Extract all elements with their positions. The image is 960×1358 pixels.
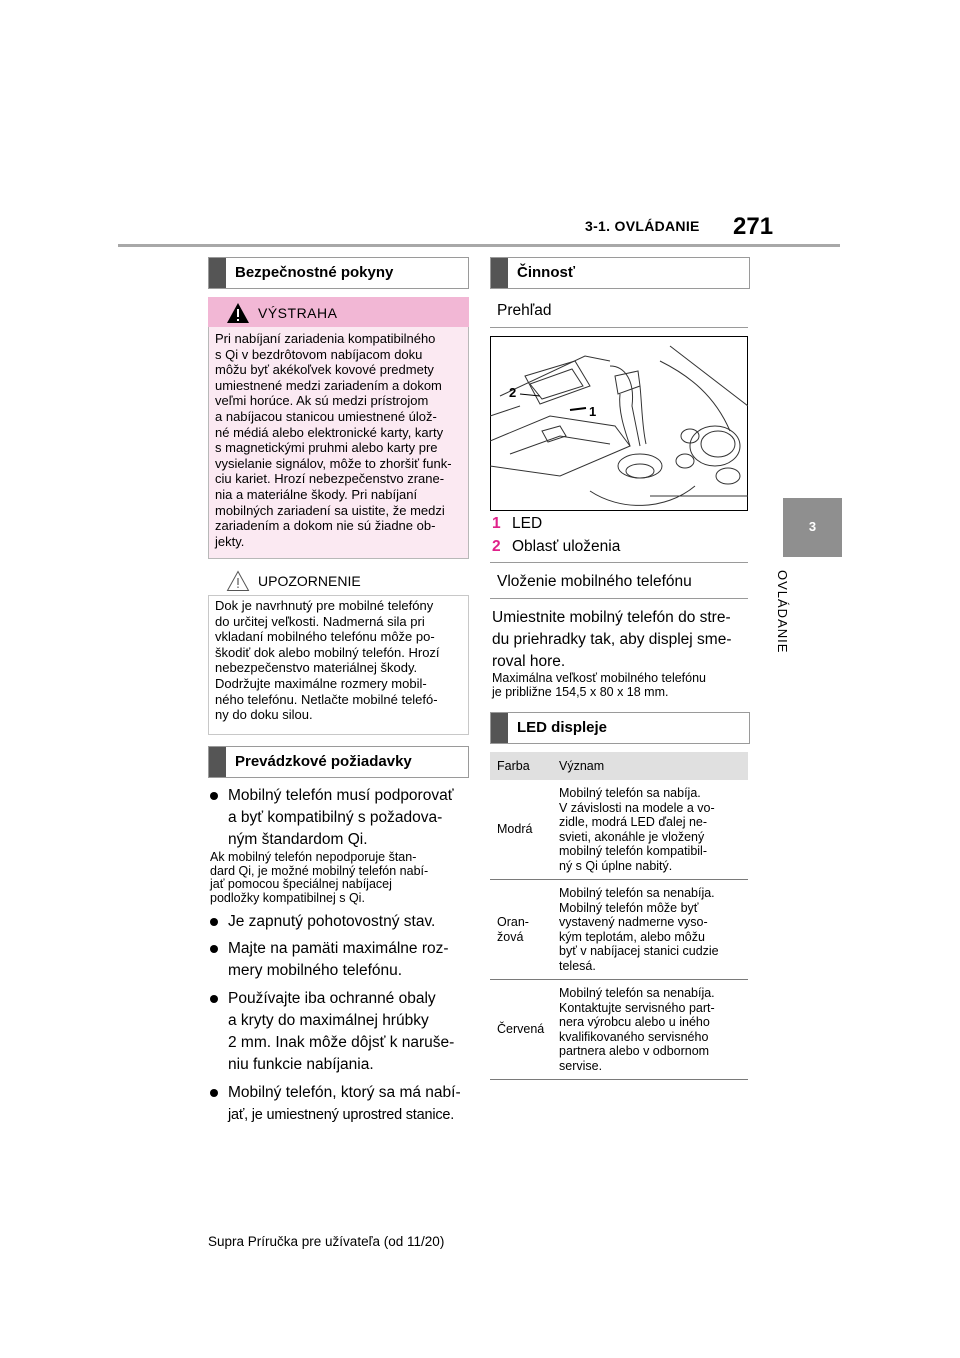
bullet-dot [210, 995, 218, 1003]
chapter-label: OVLÁDANIE [775, 570, 790, 654]
led-title: LED displeje [517, 719, 608, 736]
subheading-rule [490, 327, 748, 328]
insert-heading: Vloženie mobilného telefónu [497, 573, 692, 590]
notice-text: Dok je navrhnutý pre mobilné telefóny do určitej veľkosti. Nadmerná sila pri vkladaní mobilného telefónu môže po- škodiť dok alebo mobilný telefón. Hrozí nebezpečenstvo materiálnej škody. Dodržujte maximálne rozmery mobil- ného telefónu. Netlačte mobilné telefó- ny do doku silou. [215, 598, 440, 723]
led-header [490, 712, 750, 744]
table-row [490, 980, 748, 1080]
requirements-header [208, 746, 469, 778]
bullet-note: Ak mobilný telefón nepodporuje štan- dard Qi, je možné mobilný telefón nabí- jať pomocou špeciálnej nabíjacej podložky kompatibilnej s Qi. [210, 850, 429, 905]
footer-text: Supra Príručka pre užívateľa (od 11/20) [208, 1234, 445, 1249]
safety-header [208, 257, 469, 289]
led-table [490, 752, 748, 1080]
section-marker [209, 747, 226, 777]
bullet-dot [210, 1089, 218, 1097]
legend-item: 1 LED [492, 515, 543, 532]
section-title: 3-1. OVLÁDANIE [585, 218, 700, 234]
callout-label: 1 [589, 404, 597, 419]
table-cell: Mobilný telefón sa nenabíja. Mobilný telefón môže byť vystavený nadmerne vyso- kým teplotám, alebo môžu byť v nabíjacej stanici cudzie telesá. [552, 880, 748, 980]
subheading-rule [490, 562, 748, 563]
table-row [490, 780, 748, 880]
caution-icon [226, 570, 250, 592]
section-marker [209, 258, 226, 288]
charging-dock-illustration [490, 336, 748, 511]
bullet-dot [210, 945, 218, 953]
callout-label: 2 [509, 385, 517, 400]
activity-title: Činnosť [517, 264, 576, 281]
bullet-item: Používajte iba ochranné obaly a kryty do maximálnej hrúbky 2 mm. Inak môže dôjsť k naruše- niu funkcie nabíjania. [210, 988, 472, 1076]
table-header: Farba [490, 752, 552, 780]
chapter-number: 3 [808, 519, 817, 534]
insert-text: Umiestnite mobilný telefón do stre- du priehradky tak, aby displej sme- roval hore. [492, 609, 732, 670]
bullet-dot [210, 792, 218, 800]
bullet-item: Mobilný telefón musí podporovať a byť kompatibilný s požadova- ným štandardom Qi. [210, 785, 472, 851]
bullet-item: Je zapnutý pohotovostný stav. [210, 911, 472, 933]
activity-header [490, 257, 750, 289]
table-header: Význam [552, 752, 748, 780]
subheading-rule [490, 598, 748, 599]
insert-note: Maximálna veľkosť mobilného telefónu je približne 154,5 x 80 x 18 mm. [492, 671, 707, 699]
table-cell: Oran- žová [490, 880, 552, 980]
bullet-item: Majte na pamäti maximálne roz- mery mobilného telefónu. [210, 938, 472, 982]
warning-title: VÝSTRAHA [258, 305, 338, 321]
page-number: 271 [733, 213, 774, 240]
overview-heading: Prehľad [497, 302, 552, 319]
warning-text: Pri nabíjaní zariadenia kompatibilného s Qi v bezdrôtovom nabíjacom doku môžu byť akékoľvek kovové predmety umiestnené medzi zariadením a dokom veľmi horúce. Ak sú medzi prístrojom a nabíjacou stanicou umiestnené úlož- né médiá alebo elektronické karty, karty s magnetickými pruhmi alebo karty pre vysielanie signálov, môže to zhoršiť funk- ciu kariet. Hrozí nebezpečenstvo zrane- nia a materiálne škody. Pri nabíjaní mobilných zariadení sa uistite, že medzi zariadením a dokom nie sú žiadne ob- jekty. [215, 331, 452, 549]
table-cell: Červená [490, 980, 552, 1080]
requirements-title: Prevádzkové požiadavky [235, 753, 412, 770]
table-row [490, 880, 748, 980]
bullet-dot [210, 918, 218, 926]
section-marker [491, 258, 508, 288]
header-rule [118, 244, 840, 247]
bullet-item: Mobilný telefón, ktorý sa má nabí- jať, je umiestnený uprostred stanice. [210, 1082, 478, 1126]
table-cell: Mobilný telefón sa nenabíja. Kontaktujte servisného part- nera výrobcu alebo u iného kvalifikovaného servisného partnera alebo v odbornom servise. [552, 980, 748, 1080]
section-marker [491, 713, 508, 743]
legend-item: 2 Oblasť uloženia [492, 538, 621, 555]
table-cell: Modrá [490, 780, 552, 880]
warning-icon [226, 302, 250, 324]
table-cell: Mobilný telefón sa nabíja. V závislosti na modele a vo- zidle, modrá LED ďalej ne- svieti, akonáhle je vložený mobilný telefón kompatibil- ný s Qi úplne nabitý. [552, 780, 748, 880]
safety-title: Bezpečnostné pokyny [235, 264, 394, 281]
notice-title: UPOZORNENIE [258, 573, 361, 589]
